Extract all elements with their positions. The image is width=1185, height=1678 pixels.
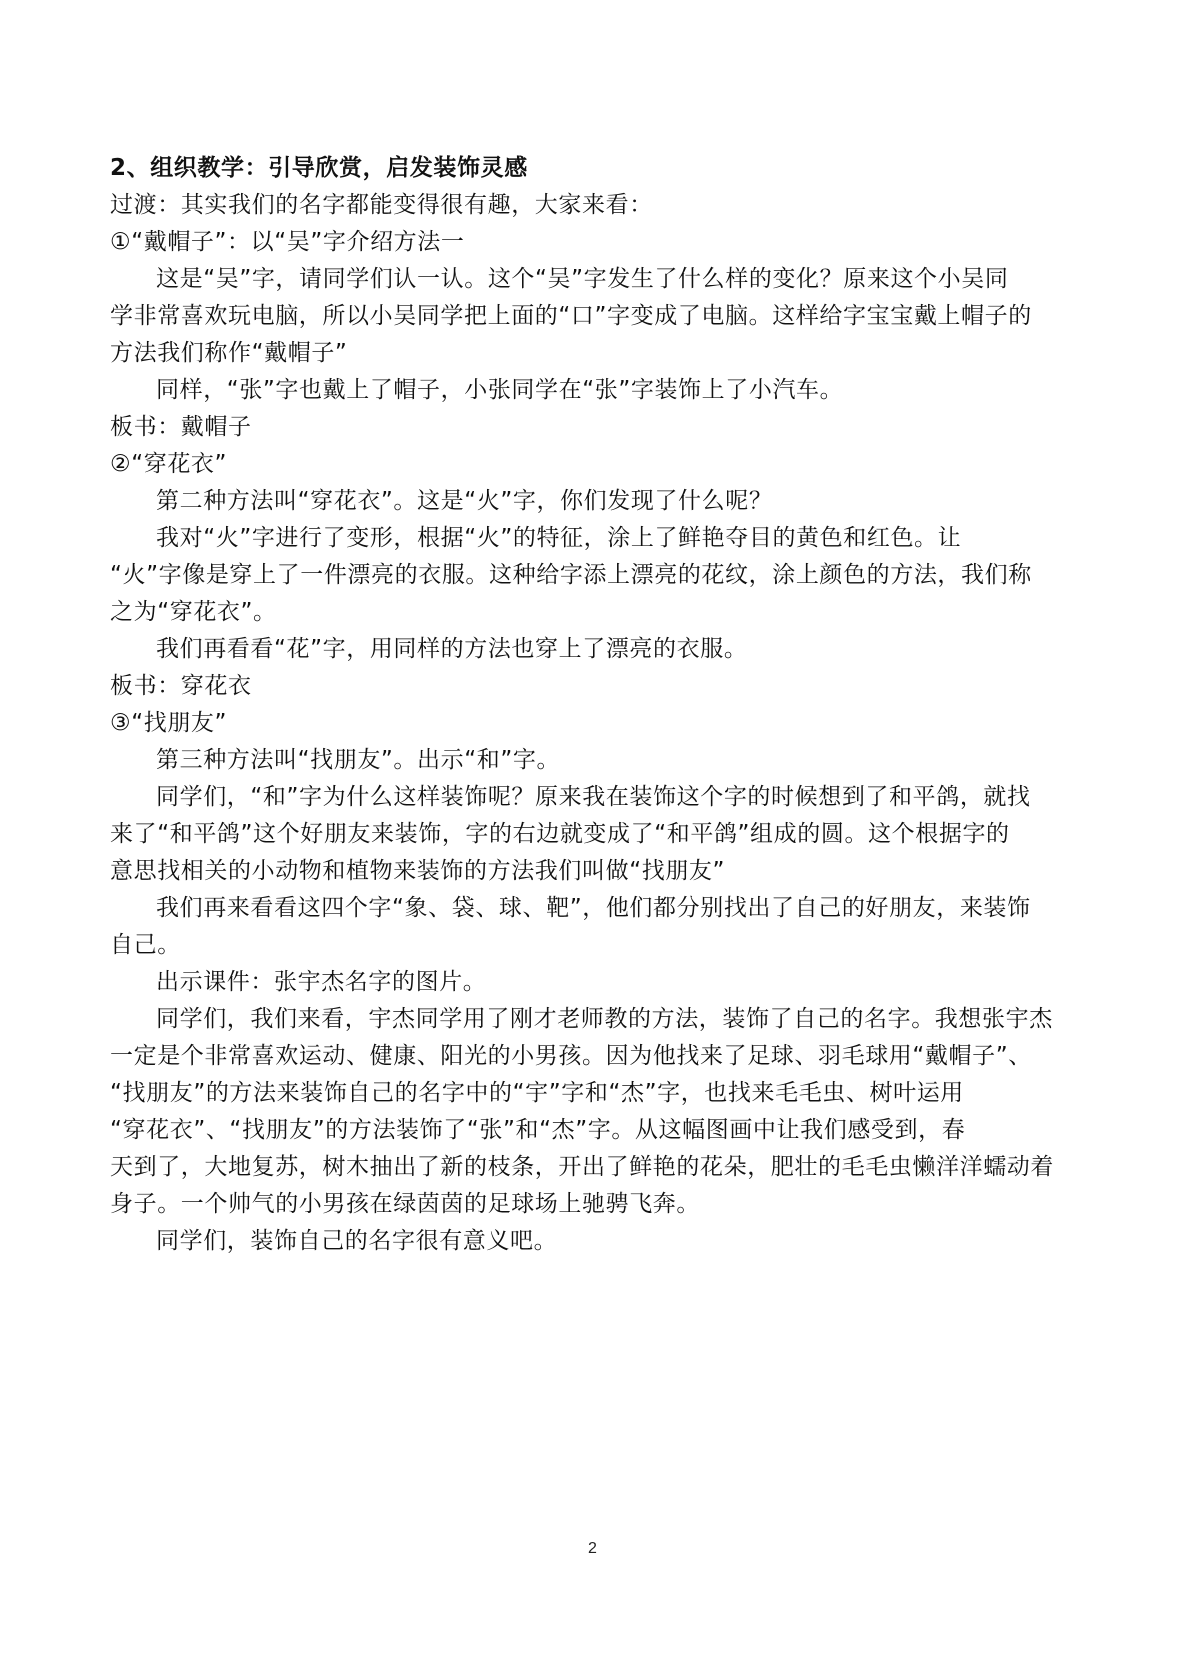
text-line: 自己。 bbox=[110, 932, 181, 958]
text-line: 第二种方法叫“穿花衣”。这是“火”字，你们发现了什么呢？ bbox=[156, 488, 773, 514]
text-line: 天到了，大地复苏，树木抽出了新的枝条，开出了鲜艳的花朵，肥壮的毛毛虫懒洋洋蠕动着 bbox=[110, 1154, 1054, 1180]
text-line: “找朋友”的方法来装饰自己的名字中的“宇”字和“杰”字，也找来毛毛虫、树叶运用 bbox=[110, 1080, 964, 1106]
text-line: ③“找朋友” bbox=[110, 710, 228, 736]
section-heading: 2、组织教学：引导欣赏，启发装饰灵感 bbox=[110, 155, 528, 181]
text-line: 同学们，装饰自己的名字很有意义吧。 bbox=[156, 1228, 558, 1254]
text-line: 板书：戴帽子 bbox=[110, 414, 252, 440]
text-line: 一定是个非常喜欢运动、健康、阳光的小男孩。因为他找来了足球、羽毛球用“戴帽子”、 bbox=[110, 1043, 1032, 1069]
text-line: 我们再来看看这四个字“象、袋、球、靶”，他们都分别找出了自己的好朋友，来装饰 bbox=[156, 895, 1031, 921]
text-line: 意思找相关的小动物和植物来装饰的方法我们叫做“找朋友” bbox=[110, 858, 726, 884]
text-line: 过渡：其实我们的名字都能变得很有趣，大家来看： bbox=[110, 192, 653, 218]
text-line: 同样，“张”字也戴上了帽子，小张同学在“张”字装饰上了小汽车。 bbox=[156, 377, 844, 403]
text-line: 身子。一个帅气的小男孩在绿茵茵的足球场上驰骋飞奔。 bbox=[110, 1191, 700, 1217]
text-line: 之为“穿花衣”。 bbox=[110, 599, 277, 625]
page-number: 2 bbox=[588, 1540, 597, 1557]
text-line: 出示课件：张宇杰名字的图片。 bbox=[156, 969, 487, 995]
text-line: “穿花衣”、“找朋友”的方法装饰了“张”和“杰”字。从这幅图画中让我们感受到，春 bbox=[110, 1117, 966, 1143]
text-line: ②“穿花衣” bbox=[110, 451, 228, 477]
text-line: 这是“吴”字，请同学们认一认。这个“吴”字发生了什么样的变化？原来这个小吴同 bbox=[156, 266, 1009, 292]
text-line: ①“戴帽子”：以“吴”字介绍方法一 bbox=[110, 229, 465, 255]
document-body bbox=[110, 187, 1080, 1260]
text-line: 我对“火”字进行了变形，根据“火”的特征，涂上了鲜艳夺目的黄色和红色。让 bbox=[156, 525, 962, 551]
text-line: 我们再看看“花”字，用同样的方法也穿上了漂亮的衣服。 bbox=[156, 636, 748, 662]
text-line: 来了“和平鸽”这个好朋友来装饰，字的右边就变成了“和平鸽”组成的圆。这个根据字的 bbox=[110, 821, 1010, 847]
text-line: “火”字像是穿上了一件漂亮的衣服。这种给字添上漂亮的花纹，涂上颜色的方法，我们称 bbox=[110, 562, 1032, 588]
text-line: 学非常喜欢玩电脑，所以小吴同学把上面的“口”字变成了电脑。这样给字宝宝戴上帽子的 bbox=[110, 303, 1032, 329]
text-line: 板书：穿花衣 bbox=[110, 673, 252, 699]
text-line: 同学们，我们来看，宇杰同学用了刚才老师教的方法，装饰了自己的名字。我想张宇杰 bbox=[156, 1006, 1053, 1032]
text-line: 第三种方法叫“找朋友”。出示“和”字。 bbox=[156, 747, 561, 773]
text-line: 同学们，“和”字为什么这样装饰呢？原来我在装饰这个字的时候想到了和平鸽，就找 bbox=[156, 784, 1031, 810]
document-page bbox=[110, 150, 1080, 1260]
text-line: 方法我们称作“戴帽子” bbox=[110, 340, 348, 366]
